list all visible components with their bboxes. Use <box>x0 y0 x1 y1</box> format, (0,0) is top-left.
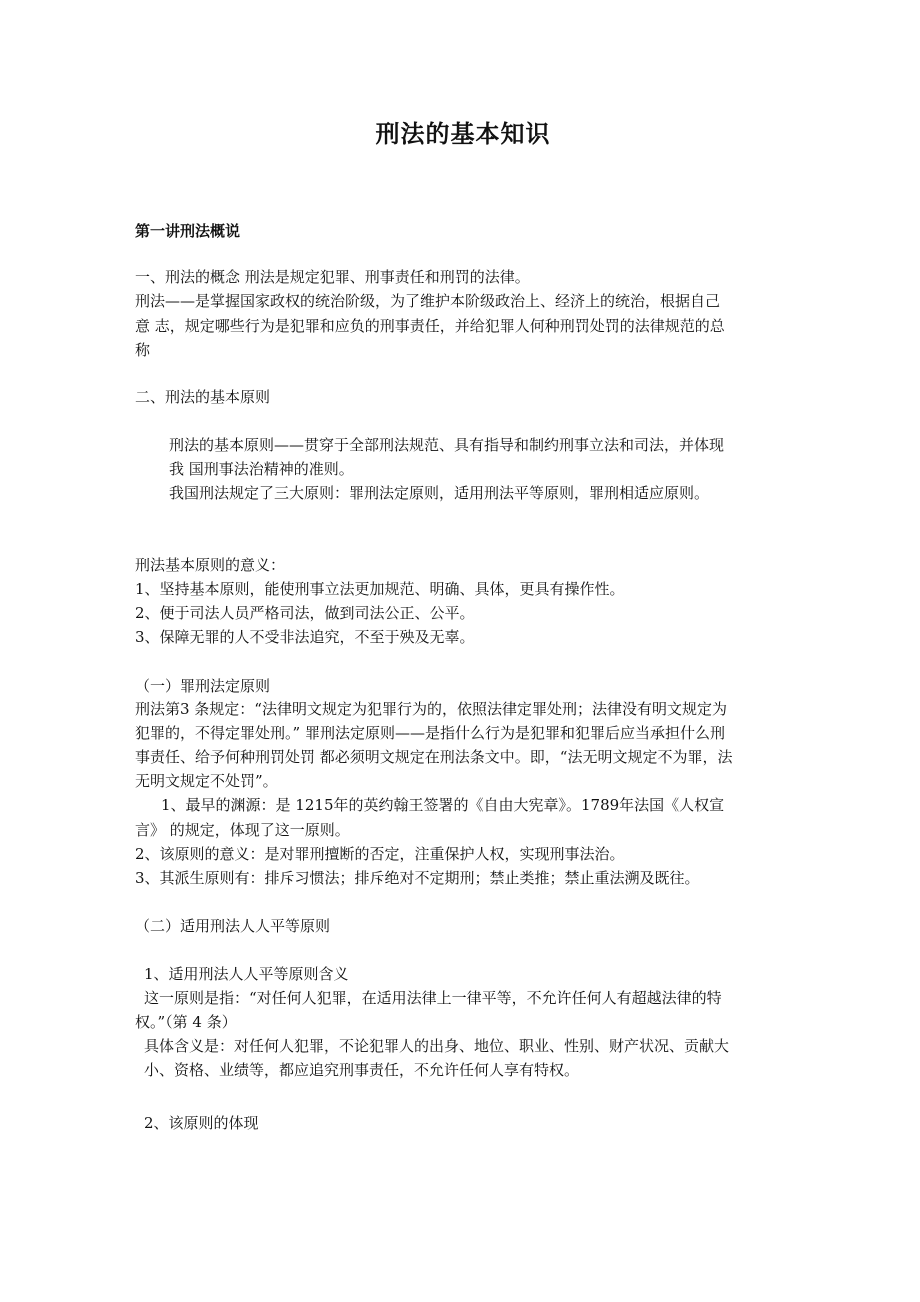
list-item: 1、坚持基本原则，能使刑事立法更加规范、明确、具体，更具有操作性。 <box>135 580 625 598</box>
section-heading: 二、刑法的基本原则 <box>135 388 271 406</box>
text-line: 事责任、给予何种刑罚处罚 都必须明文规定在刑法条文中。即，“法无明文规定不为罪，法 <box>135 748 733 766</box>
text-line: 刑法的基本原则——贯穿于全部刑法规范、具有指导和制约刑事立法和司法，并体现 <box>169 436 725 454</box>
text-line: 刑法——是掌握国家政权的统治阶级，为了维护本阶级政治上、经济上的统治，根据自己 <box>135 292 721 310</box>
text-line: 无明文规定不处罚”。 <box>135 772 278 790</box>
text-line: 刑法第3 条规定：“法律明文规定为犯罪行为的，依照法律定罪处刑；法律没有明文规定为 <box>135 700 727 718</box>
text-line: 犯罪的，不得定罪处刑。” 罪刑法定原则——是指什么行为是犯罪和犯罪后应当承担什么刑 <box>135 724 725 742</box>
list-item: 1、适用刑法人人平等原则含义 <box>144 965 349 983</box>
text-line: 这一原则是指：“对任何人犯罪，在适用法律上一律平等，不允许任何人有超越法律的特 <box>144 989 722 1007</box>
text-line: 言》 的规定，体现了这一原则。 <box>135 821 350 839</box>
text-line: 我国刑法规定了三大原则：罪刑法定原则，适用刑法平等原则，罪刑相适应原则。 <box>169 484 710 502</box>
list-item: 2、该原则的体现 <box>144 1114 259 1132</box>
list-item: 3、其派生原则有：排斥习惯法；排斥绝对不定期刑；禁止类推；禁止重法溯及既往。 <box>135 869 700 887</box>
list-item: 2、便于司法人员严格司法，做到司法公正、公平。 <box>135 604 475 622</box>
text-line: 意 志，规定哪些行为是犯罪和应负的刑事责任，并给犯罪人何种刑罚处罚的法律规范的总 <box>135 317 725 335</box>
text-line: 我 国刑事法治精神的准则。 <box>169 460 354 478</box>
document-title: 刑法的基本知识 <box>375 120 551 148</box>
list-item: 2、该原则的意义：是对罪刑擅断的否定，注重保护人权，实现刑事法治。 <box>135 845 625 863</box>
text-line: 刑法基本原则的意义： <box>135 556 286 574</box>
lecture-heading: 第一讲刑法概说 <box>135 222 241 240</box>
subsection-heading: （二）适用刑法人人平等原则 <box>135 917 331 935</box>
subsection-heading: （一）罪刑法定原则 <box>135 677 271 695</box>
text-line: 小、资格、业绩等，都应追究刑事责任，不允许任何人享有特权。 <box>144 1061 580 1079</box>
text-line: 具体含义是：对任何人犯罪，不论犯罪人的出身、地位、职业、性别、财产状况、贡献大 <box>144 1037 730 1055</box>
list-item: 1、最早的渊源：是 1215年的英约翰王签署的《自由大宪章》。1789年法国《人权宣 <box>161 796 725 814</box>
text-line: 一、刑法的概念 刑法是规定犯罪、刑事责任和刑罚的法律。 <box>135 268 530 286</box>
text-line: 称 <box>135 341 151 359</box>
text-line: 权。”（第 4 条） <box>135 1013 237 1031</box>
list-item: 3、保障无罪的人不受非法追究，不至于殃及无辜。 <box>135 628 475 646</box>
